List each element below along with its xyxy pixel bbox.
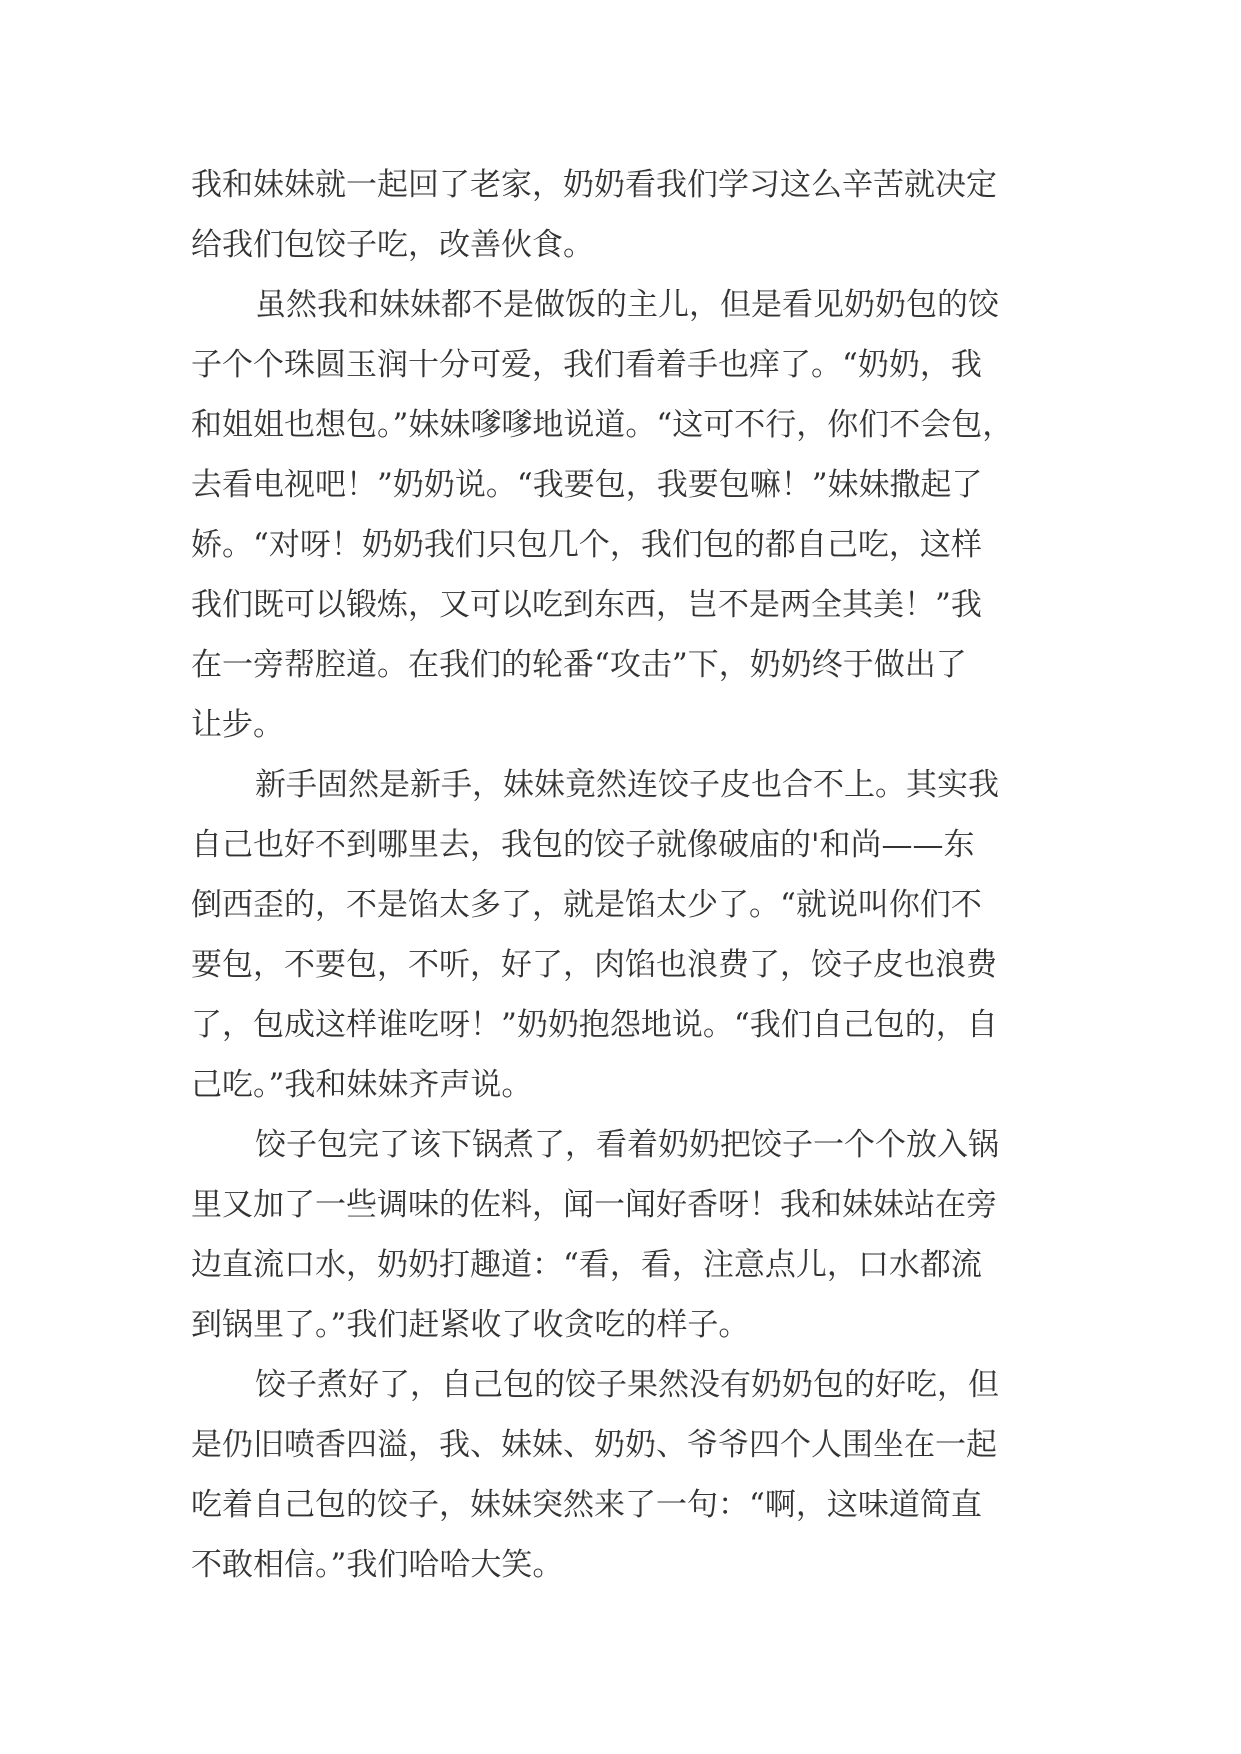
text-line: 要包，不要包，不听，好了，肉馅也浪费了，饺子皮也浪费 — [191, 947, 997, 983]
text-line: 里又加了一些调味的佐料，闻一闻好香呀！我和妹妹站在旁 — [191, 1187, 997, 1223]
text-line: 倒西歪的，不是馅太多了，就是馅太少了。“就说叫你们不 — [191, 887, 982, 923]
paragraph-first-line: 饺子煮好了，自己包的饺子果然没有奶奶包的好吃，但 — [255, 1367, 999, 1403]
text-line: 边直流口水，奶奶打趣道：“看，看，注意点儿，口水都流 — [191, 1247, 982, 1283]
text-line: 不敢相信。”我们哈哈大笑。 — [191, 1547, 564, 1583]
text-line: 娇。“对呀！奶奶我们只包几个，我们包的都自己吃，这样 — [191, 527, 982, 563]
text-line: 让步。 — [191, 707, 284, 743]
text-line: 给我们包饺子吃，改善伙食。 — [191, 227, 594, 263]
text-line: 和姐姐也想包。”妹妹嗲嗲地说道。“这可不行，你们不会包， — [191, 407, 1014, 443]
paragraph-first-line: 虽然我和妹妹都不是做饭的主儿，但是看见奶奶包的饺 — [255, 287, 999, 323]
text-line: 我和妹妹就一起回了老家，奶奶看我们学习这么辛苦就决定 — [191, 167, 997, 203]
paragraph-first-line: 饺子包完了该下锅煮了，看着奶奶把饺子一个个放入锅 — [255, 1127, 999, 1163]
text-line: 自己也好不到哪里去，我包的饺子就像破庙的'和尚——东 — [191, 827, 975, 863]
text-line: 吃着自己包的饺子，妹妹突然来了一句：“啊，这味道简直 — [191, 1487, 982, 1523]
text-line: 我们既可以锻炼，又可以吃到东西，岂不是两全其美！”我 — [191, 587, 982, 623]
text-line: 在一旁帮腔道。在我们的轮番“攻击”下，奶奶终于做出了 — [191, 647, 967, 683]
paragraph-first-line: 新手固然是新手，妹妹竟然连饺子皮也合不上。其实我 — [255, 767, 999, 803]
body-text — [191, 155, 1061, 1595]
text-line: 是仍旧喷香四溢，我、妹妹、奶奶、爷爷四个人围坐在一起 — [191, 1427, 997, 1463]
text-line: 了，包成这样谁吃呀！”奶奶抱怨地说。“我们自己包的，自 — [191, 1007, 998, 1043]
text-line: 子个个珠圆玉润十分可爱，我们看着手也痒了。“奶奶，我 — [191, 347, 982, 383]
text-line: 到锅里了。”我们赶紧收了收贪吃的样子。 — [191, 1307, 750, 1343]
text-line: 去看电视吧！”奶奶说。“我要包，我要包嘛！”妹妹撒起了 — [191, 467, 983, 503]
text-line: 己吃。”我和妹妹齐声说。 — [191, 1067, 533, 1103]
